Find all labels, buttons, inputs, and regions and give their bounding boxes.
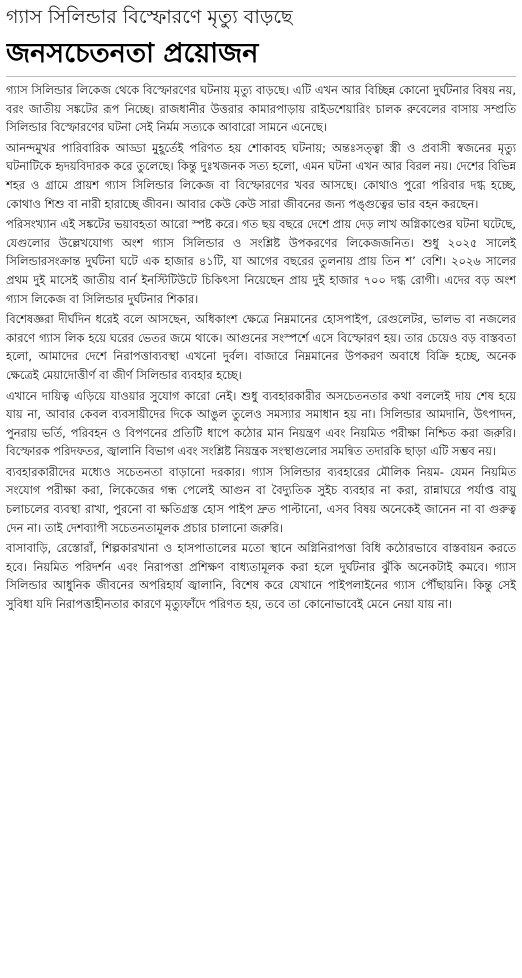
headline-divider [6,76,516,77]
article-paragraph: বাসাবাড়ি, রেস্তোরাঁ, শিল্পকারখানা ও হাসপাতালের মতো স্থানে অগ্নিনিরাপত্তা বিধি কঠোরভাবে বাস্তবায়ন করতে হবে। নিয়মিত পরিদর্শন এবং নিরাপত্তা প্রশিক্ষণ বাধ্যতামূলক করা হলে দুর্ঘটনার ঝুঁকি অনেকটাই কমবে। গ্যাস সিলিন্ডার আধুনিক জীবনের অপরিহার্য জ্বালানি, বিশেষ করে যেখানে পাইপলাইনের গ্যাস পৌঁছায়নি। কিন্তু সেই সুবিধা যদি নিরাপত্তাহীনতার কারণে মৃত্যুফাঁদে পরিণত হয়, তবে তা কোনোভাবেই মেনে নেয়া যায় না। [6,541,516,612]
article-paragraph: এখানে দায়িত্ব এড়িয়ে যাওয়ার সুযোগ কারো নেই। শুধু ব্যবহারকারীর অসচেতনতার কথা বললেই দায় শেষ হয়ে যায় না, আবার কেবল ব্যবসায়ীদের দিকে আঙুল তুলেও সমস্যার সমাধান হয় না। সিলিন্ডার আমদানি, উৎপাদন, পুনরায় ভর্তি, পরিবহন ও বিপণনের প্রতিটি ধাপে কঠোর মান নিয়ন্ত্রণ এবং নিয়মিত পরীক্ষা নিশ্চিত করা জরুরি। বিস্ফোরক পরিদফতর, জ্বালানি বিভাগ এবং সংশ্লিষ্ট নিয়ন্ত্রক সংস্থাগুলোর সমন্বিত তদারকি ছাড়া এটি সম্ভব নয়। [6,388,516,459]
article-paragraph: বিশেষজ্ঞরা দীর্ঘদিন ধরেই বলে আসছেন, অধিকাংশ ক্ষেত্রে নিম্নমানের হোসপাইপ, রেগুলেটর, ভালভ বা নজলের কারণে গ্যাস লিক হয়ে ঘরের ভেতর জমে থাকে। আগুনের সংস্পর্শে এসে বিস্ফোরণ হয়। তার চেয়েও বড় বাস্তবতা হলো, আমাদের দেশে নিরাপত্তাব্যবস্থা এখনো দুর্বল। বাজারে নিম্নমানের উপকরণ অবাধে বিক্রি হচ্ছে, অনেক ক্ষেত্রেই মেয়াদোত্তীর্ণ বা জীর্ণ সিলিন্ডার ব্যবহার হচ্ছে। [6,312,516,382]
article-paragraph: গ্যাস সিলিন্ডার লিকেজ থেকে বিস্ফোরণের ঘটনায় মৃত্যু বাড়ছে। এটি এখন আর বিচ্ছিন্ন কোনো দুর্ঘটনার বিষয় নয়, বরং জাতীয় সঙ্কটের রূপ নিচ্ছে। রাজধানীর উত্তরার কামারপাড়ায় রাইডশেয়ারিং চালক রুবেলের বাসায় সম্প্রতি সিলিন্ডার বিস্ফোরণের ঘটনা সেই নির্মম সত্যকে আবারো সামনে এনেছে। [6,83,516,135]
article-paragraph: ব্যবহারকারীদের মধ্যেও সচেতনতা বাড়ানো দরকার। গ্যাস সিলিন্ডার ব্যবহারের মৌলিক নিয়ম- যেমন নিয়মিত সংযোগ পরীক্ষা করা, লিকেজের গন্ধ পেলেই আগুন বা বৈদ্যুতিক সুইচ ব্যবহার না করা, রান্নাঘরে পর্যাপ্ত বায়ু চলাচলের ব্যবস্থা রাখা, পুরনো বা ক্ষতিগ্রস্ত হোস পাইপ দ্রুত পাল্টানো, এসব বিষয় অনেকেই জানেন না বা গুরুত্ব দেন না। তাই দেশব্যাপী সচেতনতামূলক প্রচার চালানো জরুরি। [6,464,516,535]
article-kicker: গ্যাস সিলিন্ডার বিস্ফোরণে মৃত্যু বাড়ছে [6,6,293,28]
article-body [6,81,516,614]
article-paragraph: আনন্দমুখর পারিবারিক আড্ডা মুহূর্তেই পরিণত হয় শোকাবহ ঘটনায়; অন্তঃসত্ত্বা স্ত্রী ও প্রবাসী স্বজনের মৃত্যু ঘটনাটিকে হৃদয়বিদারক করে তুলেছে। কিন্তু দুঃখজনক সত্য হলো, এমন ঘটনা এখন আর বিরল নয়। দেশের বিভিন্ন শহর ও গ্রামে প্রায়শ গ্যাস সিলিন্ডার লিকেজ বা বিস্ফোরণের খবর আসছে। কোথাও পুরো পরিবার দগ্ধ হচ্ছে, কোথাও শিশু বা নারী হারাচ্ছে জীবন। আবার কেউ কেউ সারা জীবনের জন্য পঙ্গুত্বের ভার বহন করছেন। [6,140,516,211]
article-paragraph: পরিসংখ্যান এই সঙ্কটের ভয়াবহতা আরো স্পষ্ট করে। গত ছয় বছরে দেশে প্রায় দেড় লাখ অগ্নিকাণ্ডের ঘটনা ঘটেছে, যেগুলোর উল্লেখযোগ্য অংশ গ্যাস সিলিন্ডার ও সংশ্লিষ্ট উপকরণের লিকেজজনিত। শুধু ২০২৫ সালেই সিলিন্ডারসংক্রান্ত দুর্ঘটনা ঘটে এক হাজার ৪১টি, যা আগের বছরের তুলনায় প্রায় তিন শ’ বেশি। ২০২৬ সালের প্রথম দুই মাসেই জাতীয় বার্ন ইনস্টিটিউটে চিকিৎসা নিয়েছেন প্রায় দুই হাজার ৭০০ দগ্ধ রোগী। এদের বড় অংশ গ্যাস লিকেজ বা সিলিন্ডার দুর্ঘটনার শিকার। [6,217,516,306]
article-headline: জনসচেতনতা প্রয়োজন [6,38,259,69]
